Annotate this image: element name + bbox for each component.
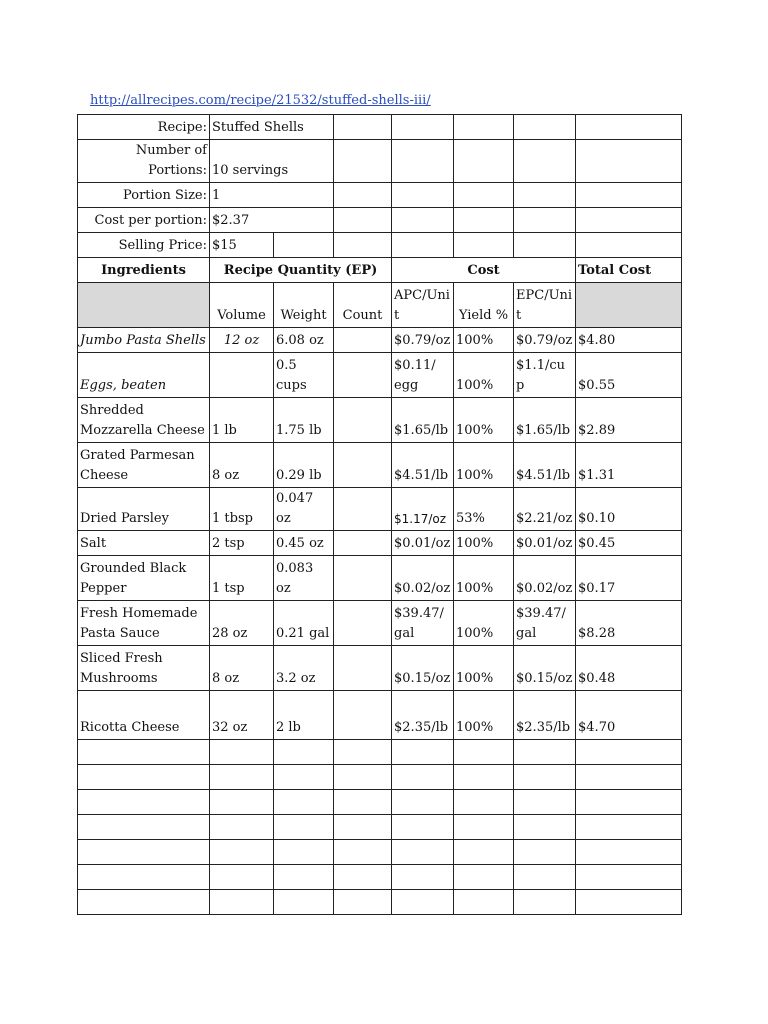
- ingredient-epc: $4.51/lb: [514, 443, 576, 488]
- recipe-costing-table: [77, 114, 682, 915]
- ingredient-apc: $0.11/ egg: [392, 353, 454, 398]
- info-label: Selling Price:: [78, 233, 210, 258]
- ingredient-total: $0.17: [576, 556, 682, 601]
- ingredient-count: [334, 531, 392, 556]
- info-row-recipe: [78, 115, 682, 140]
- header-cost: Cost: [392, 258, 576, 283]
- subheader-count: Count: [334, 283, 392, 328]
- ingredient-weight: 2 lb: [274, 691, 334, 740]
- table-row: [78, 328, 682, 353]
- ingredient-yield: 100%: [454, 691, 514, 740]
- subheader-blank: [576, 283, 682, 328]
- ingredient-yield: 100%: [454, 646, 514, 691]
- ingredient-weight: 0.21 gal: [274, 601, 334, 646]
- ingredient-epc: $0.79/oz: [514, 328, 576, 353]
- ingredient-volume: 2 tsp: [210, 531, 274, 556]
- info-label: Portion Size:: [78, 183, 210, 208]
- ingredient-name: Dried Parsley: [78, 488, 210, 531]
- ingredient-total: $1.31: [576, 443, 682, 488]
- table-row: [78, 691, 682, 740]
- ingredient-total: $0.45: [576, 531, 682, 556]
- ingredient-total: $0.10: [576, 488, 682, 531]
- table-row: [78, 556, 682, 601]
- table-row: [78, 531, 682, 556]
- subheader-row: [78, 283, 682, 328]
- ingredient-apc: $2.35/lb: [392, 691, 454, 740]
- ingredient-yield: 100%: [454, 443, 514, 488]
- empty-row: [78, 765, 682, 790]
- ingredient-apc: $0.01/oz: [392, 531, 454, 556]
- recipe-source-link[interactable]: http://allrecipes.com/recipe/21532/stuffed-shells-iii/: [90, 93, 431, 108]
- ingredient-count: [334, 353, 392, 398]
- ingredient-volume: 1 tbsp: [210, 488, 274, 531]
- ingredient-epc: $1.65/lb: [514, 398, 576, 443]
- ingredient-epc: $39.47/gal: [514, 601, 576, 646]
- ingredient-total: $4.80: [576, 328, 682, 353]
- ingredient-yield: 100%: [454, 353, 514, 398]
- ingredient-count: [334, 398, 392, 443]
- ingredient-total: $4.70: [576, 691, 682, 740]
- ingredient-weight: 0.047 oz: [274, 488, 334, 531]
- table-row: [78, 601, 682, 646]
- ingredient-weight: 6.08 oz: [274, 328, 334, 353]
- ingredient-epc: $2.21/oz: [514, 488, 576, 531]
- table-row: [78, 443, 682, 488]
- ingredient-yield: 53%: [454, 488, 514, 531]
- table-row: [78, 398, 682, 443]
- table-row: [78, 488, 682, 531]
- ingredient-apc: $4.51/lb: [392, 443, 454, 488]
- empty-row: [78, 740, 682, 765]
- info-row-portion-size: [78, 183, 682, 208]
- ingredient-volume: 1 tsp: [210, 556, 274, 601]
- ingredient-volume: [210, 353, 274, 398]
- info-row-selling-price: [78, 233, 682, 258]
- ingredient-count: [334, 488, 392, 531]
- ingredient-count: [334, 646, 392, 691]
- ingredient-epc: $0.02/oz: [514, 556, 576, 601]
- subheader-blank: [78, 283, 210, 328]
- ingredient-total: $2.89: [576, 398, 682, 443]
- ingredient-volume: 8 oz: [210, 443, 274, 488]
- subheader-yield: Yield %: [454, 283, 514, 328]
- ingredient-name: Sliced Fresh Mushrooms: [78, 646, 210, 691]
- ingredient-yield: 100%: [454, 531, 514, 556]
- ingredient-name: Salt: [78, 531, 210, 556]
- header-total-cost: Total Cost: [576, 258, 682, 283]
- ingredient-volume: 12 oz: [210, 328, 274, 353]
- ingredient-weight: 0.29 lb: [274, 443, 334, 488]
- ingredient-name: Eggs, beaten: [78, 353, 210, 398]
- ingredient-apc: $0.02/oz: [392, 556, 454, 601]
- ingredient-yield: 100%: [454, 398, 514, 443]
- ingredient-weight: 0.45 oz: [274, 531, 334, 556]
- ingredient-yield: 100%: [454, 328, 514, 353]
- info-value: $2.37: [210, 208, 334, 233]
- ingredient-yield: 100%: [454, 601, 514, 646]
- info-label: Recipe:: [78, 115, 210, 140]
- ingredient-volume: 28 oz: [210, 601, 274, 646]
- ingredient-count: [334, 556, 392, 601]
- ingredient-weight: 3.2 oz: [274, 646, 334, 691]
- ingredient-epc: $0.15/oz: [514, 646, 576, 691]
- info-label: Cost per portion:: [78, 208, 210, 233]
- ingredient-name: Grated Parmesan Cheese: [78, 443, 210, 488]
- empty-row: [78, 815, 682, 840]
- ingredient-total: $0.48: [576, 646, 682, 691]
- empty-row: [78, 890, 682, 915]
- info-value: Stuffed Shells: [210, 115, 334, 140]
- ingredient-weight: 0.083 oz: [274, 556, 334, 601]
- ingredient-yield: 100%: [454, 556, 514, 601]
- ingredient-name: Jumbo Pasta Shells: [78, 328, 210, 353]
- ingredient-name: Shredded Mozzarella Cheese: [78, 398, 210, 443]
- table-row: [78, 353, 682, 398]
- ingredient-volume: 8 oz: [210, 646, 274, 691]
- ingredient-total: $0.55: [576, 353, 682, 398]
- info-row-portions: [78, 140, 682, 183]
- ingredient-epc: $0.01/oz: [514, 531, 576, 556]
- header-row: [78, 258, 682, 283]
- info-label: Number of Portions:: [78, 140, 210, 183]
- ingredient-count: [334, 328, 392, 353]
- empty-row: [78, 790, 682, 815]
- ingredient-volume: 1 lb: [210, 398, 274, 443]
- info-value: 1: [210, 183, 334, 208]
- subheader-epc-unit: EPC/Unit: [514, 283, 576, 328]
- ingredient-name: Grounded Black Pepper: [78, 556, 210, 601]
- info-value: 10 servings: [210, 140, 334, 183]
- ingredient-count: [334, 601, 392, 646]
- subheader-volume: Volume: [210, 283, 274, 328]
- header-recipe-quantity: Recipe Quantity (EP): [210, 258, 392, 283]
- info-row-cost-per-portion: [78, 208, 682, 233]
- ingredient-weight: 0.5 cups: [274, 353, 334, 398]
- ingredient-apc: $1.17/oz: [392, 488, 454, 531]
- ingredient-apc: $1.65/lb: [392, 398, 454, 443]
- ingredient-name: Ricotta Cheese: [78, 691, 210, 740]
- table-row: [78, 646, 682, 691]
- ingredient-volume: 32 oz: [210, 691, 274, 740]
- ingredient-epc: $1.1/cup: [514, 353, 576, 398]
- empty-row: [78, 865, 682, 890]
- ingredient-apc: $0.15/oz: [392, 646, 454, 691]
- ingredient-total: $8.28: [576, 601, 682, 646]
- ingredient-count: [334, 443, 392, 488]
- empty-row: [78, 840, 682, 865]
- ingredient-apc: $0.79/oz: [392, 328, 454, 353]
- ingredient-count: [334, 691, 392, 740]
- subheader-apc-unit: APC/Unit: [392, 283, 454, 328]
- ingredient-weight: 1.75 lb: [274, 398, 334, 443]
- ingredient-apc: $39.47/gal: [392, 601, 454, 646]
- info-value: $15: [210, 233, 274, 258]
- subheader-weight: Weight: [274, 283, 334, 328]
- ingredient-epc: $2.35/lb: [514, 691, 576, 740]
- header-ingredients: Ingredients: [78, 258, 210, 283]
- ingredient-name: Fresh Homemade Pasta Sauce: [78, 601, 210, 646]
